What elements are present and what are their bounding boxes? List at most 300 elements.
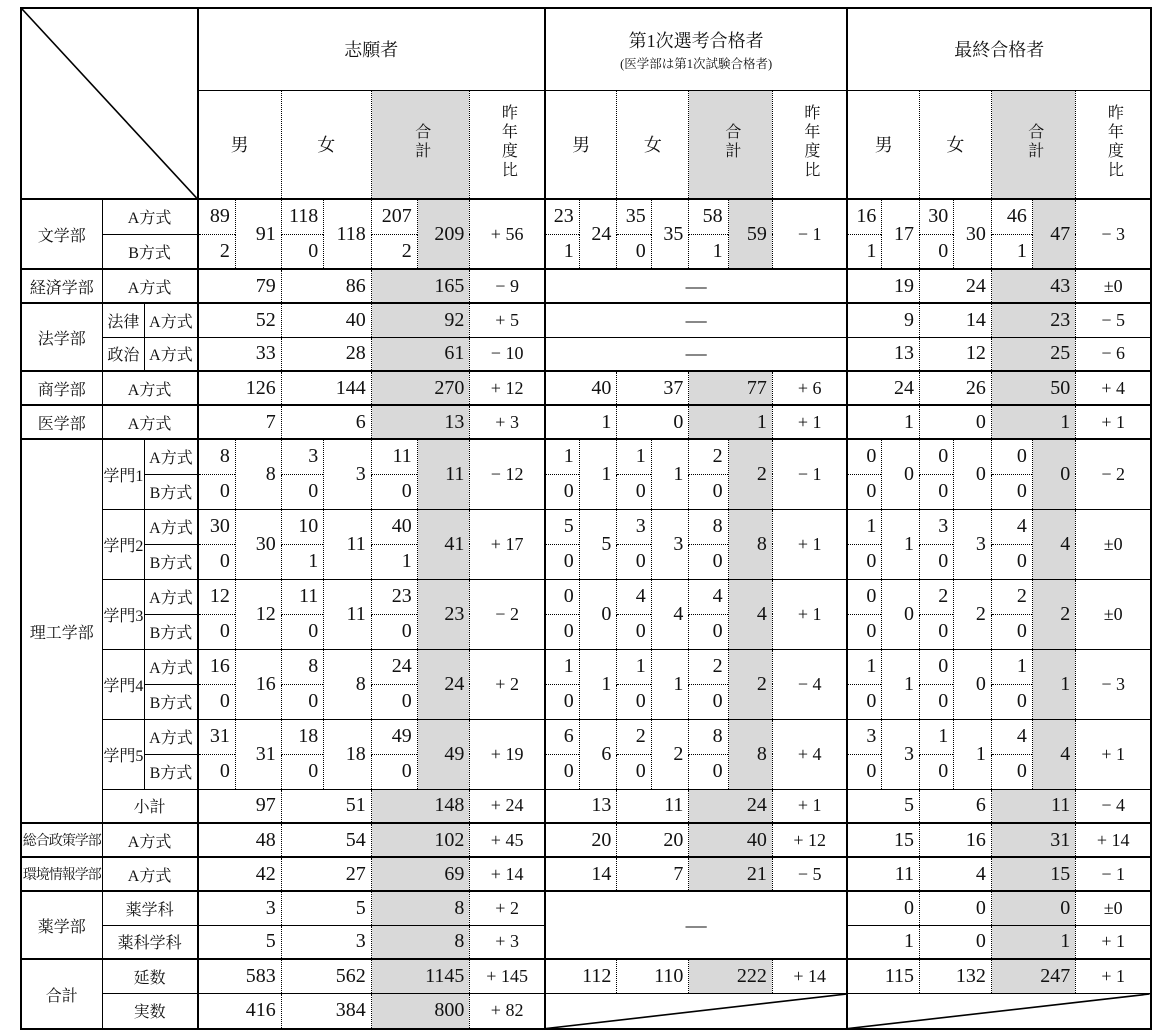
yoy-cell: + 145 bbox=[470, 959, 545, 993]
value-cell: 97 bbox=[198, 789, 282, 823]
total-cell: 59 bbox=[728, 199, 772, 269]
total-cell: 69 bbox=[371, 857, 470, 891]
value-cell: 17 bbox=[882, 199, 920, 269]
value-cell: 40 bbox=[281, 303, 371, 337]
value-cell: 0 bbox=[689, 614, 728, 649]
yoy-cell: + 3 bbox=[470, 405, 545, 439]
yoy-cell: + 2 bbox=[470, 891, 545, 925]
value-cell: 1 bbox=[689, 234, 728, 269]
value-cell: 7 bbox=[198, 405, 282, 439]
total-cell: 25 bbox=[991, 337, 1075, 371]
yoy-cell: + 14 bbox=[1076, 823, 1151, 857]
value-cell: 52 bbox=[198, 303, 282, 337]
value-cell: 0 bbox=[919, 925, 991, 959]
value-cell: 3 bbox=[651, 509, 689, 579]
value-cell: 0 bbox=[198, 614, 236, 649]
value-cell: 20 bbox=[617, 823, 689, 857]
value-cell: 18 bbox=[281, 719, 324, 754]
value-cell: 79 bbox=[198, 269, 282, 303]
crossed-out-cell bbox=[847, 993, 1151, 1029]
value-cell: 0 bbox=[371, 684, 417, 719]
value-cell: 26 bbox=[919, 371, 991, 405]
yoy-cell: + 1 bbox=[772, 579, 847, 649]
value-cell: 54 bbox=[281, 823, 371, 857]
value-cell: 31 bbox=[235, 719, 281, 789]
total-cell: 11 bbox=[991, 789, 1075, 823]
method-label: B方式 bbox=[102, 234, 198, 269]
crossed-out-cell bbox=[545, 993, 848, 1029]
value-cell: 16 bbox=[919, 823, 991, 857]
value-cell: 1 bbox=[847, 925, 919, 959]
value-cell: 12 bbox=[919, 337, 991, 371]
faculty-label: 法学部 bbox=[21, 303, 102, 371]
value-cell: 48 bbox=[198, 823, 282, 857]
value-cell: 0 bbox=[919, 649, 953, 684]
total-cell: 4 bbox=[728, 579, 772, 649]
value-cell: 0 bbox=[919, 614, 953, 649]
value-cell: 24 bbox=[847, 371, 919, 405]
value-cell: 0 bbox=[919, 544, 953, 579]
value-cell: 0 bbox=[617, 614, 651, 649]
col-group-applicants-label: 志願者 bbox=[344, 40, 399, 61]
value-cell: 27 bbox=[281, 857, 371, 891]
yoy-cell: + 5 bbox=[470, 303, 545, 337]
total-cell: 4 bbox=[1032, 719, 1075, 789]
value-cell: 12 bbox=[235, 579, 281, 649]
value-cell: 0 bbox=[545, 544, 579, 579]
value-cell: 1 bbox=[651, 439, 689, 509]
value-cell: 0 bbox=[281, 684, 324, 719]
value-cell: 0 bbox=[991, 684, 1032, 719]
total-cell: 15 bbox=[991, 857, 1075, 891]
value-cell: 0 bbox=[617, 684, 651, 719]
value-cell: 0 bbox=[882, 439, 920, 509]
method-label: A方式 bbox=[102, 823, 198, 857]
yoy-cell: + 14 bbox=[772, 959, 847, 993]
yoy-cell: + 6 bbox=[772, 371, 847, 405]
value-cell: 0 bbox=[198, 474, 236, 509]
value-cell: 4 bbox=[991, 509, 1032, 544]
col-header-total-label: 合計 bbox=[412, 122, 430, 161]
method-label: B方式 bbox=[145, 684, 198, 719]
value-cell: 0 bbox=[991, 614, 1032, 649]
value-cell: 30 bbox=[198, 509, 236, 544]
value-cell: 118 bbox=[281, 199, 324, 234]
value-cell: 110 bbox=[617, 959, 689, 993]
yoy-cell: − 3 bbox=[1076, 649, 1151, 719]
value-cell: 11 bbox=[324, 579, 372, 649]
yoy-cell: + 24 bbox=[470, 789, 545, 823]
dept-label: 学門2 bbox=[102, 509, 145, 579]
value-cell: 0 bbox=[919, 474, 953, 509]
value-cell: 6 bbox=[919, 789, 991, 823]
col-header-yoy-label: 昨年度比 bbox=[1105, 103, 1123, 180]
value-cell: 9 bbox=[847, 303, 919, 337]
total-cell: 0 bbox=[991, 891, 1075, 925]
total-cell: 24 bbox=[689, 789, 773, 823]
total-cell: 11 bbox=[417, 439, 470, 509]
value-cell: 0 bbox=[545, 614, 579, 649]
total-cell: 165 bbox=[371, 269, 470, 303]
col-header-yoy bbox=[1076, 90, 1151, 199]
value-cell: 14 bbox=[919, 303, 991, 337]
value-cell: 1 bbox=[651, 649, 689, 719]
value-cell: 6 bbox=[545, 719, 579, 754]
value-cell: 11 bbox=[617, 789, 689, 823]
yoy-cell: − 6 bbox=[1076, 337, 1151, 371]
value-cell: 7 bbox=[617, 857, 689, 891]
yoy-cell: + 4 bbox=[772, 719, 847, 789]
value-cell: 132 bbox=[919, 959, 991, 993]
method-label: A方式 bbox=[145, 719, 198, 754]
col-group-first-selection bbox=[545, 8, 848, 90]
yoy-cell: − 4 bbox=[772, 649, 847, 719]
value-cell: 1 bbox=[579, 439, 617, 509]
method-label: A方式 bbox=[145, 337, 198, 371]
dept-label: 法律 bbox=[102, 303, 145, 337]
col-header-yoy bbox=[470, 90, 545, 199]
total-cell: 41 bbox=[417, 509, 470, 579]
total-cell: 8 bbox=[728, 509, 772, 579]
value-cell: 30 bbox=[954, 199, 992, 269]
value-cell: 3 bbox=[954, 509, 992, 579]
value-cell: 112 bbox=[545, 959, 617, 993]
value-cell: 35 bbox=[651, 199, 689, 269]
method-label: A方式 bbox=[102, 199, 198, 234]
value-cell: 8 bbox=[281, 649, 324, 684]
value-cell: 91 bbox=[235, 199, 281, 269]
value-cell: 0 bbox=[919, 439, 953, 474]
diagonal-line bbox=[848, 994, 1150, 1029]
faculty-label: 総合政策学部 bbox=[21, 823, 102, 857]
total-cell: 50 bbox=[991, 371, 1075, 405]
method-label: A方式 bbox=[145, 439, 198, 474]
value-cell: 0 bbox=[689, 474, 728, 509]
value-cell: 10 bbox=[281, 509, 324, 544]
value-cell: 0 bbox=[617, 754, 651, 789]
yoy-cell: + 1 bbox=[1076, 959, 1151, 993]
value-cell: 20 bbox=[545, 823, 617, 857]
total-cell: 2 bbox=[728, 439, 772, 509]
value-cell: 3 bbox=[882, 719, 920, 789]
value-cell: 0 bbox=[281, 234, 324, 269]
col-header-yoy-label: 昨年度比 bbox=[499, 103, 517, 180]
value-cell: 89 bbox=[198, 199, 236, 234]
total-cell: 102 bbox=[371, 823, 470, 857]
value-cell: 40 bbox=[371, 509, 417, 544]
faculty-label: 医学部 bbox=[21, 405, 102, 439]
value-cell: 2 bbox=[689, 649, 728, 684]
value-cell: 0 bbox=[371, 754, 417, 789]
value-cell: 0 bbox=[689, 754, 728, 789]
value-cell: 2 bbox=[954, 579, 992, 649]
value-cell: 0 bbox=[198, 684, 236, 719]
value-cell: 4 bbox=[919, 857, 991, 891]
value-cell: 46 bbox=[991, 199, 1032, 234]
value-cell: 49 bbox=[371, 719, 417, 754]
value-cell: 144 bbox=[281, 371, 371, 405]
value-cell: 0 bbox=[689, 684, 728, 719]
value-cell: 19 bbox=[847, 269, 919, 303]
value-cell: 8 bbox=[235, 439, 281, 509]
total-cell: 1 bbox=[689, 405, 773, 439]
value-cell: 8 bbox=[324, 649, 372, 719]
total-cell: 247 bbox=[991, 959, 1075, 993]
total-cell: 8 bbox=[728, 719, 772, 789]
no-data-dash: — bbox=[545, 337, 848, 371]
value-cell: 3 bbox=[281, 439, 324, 474]
value-cell: 4 bbox=[617, 579, 651, 614]
value-cell: 0 bbox=[617, 474, 651, 509]
value-cell: 8 bbox=[689, 719, 728, 754]
faculty-label: 文学部 bbox=[21, 199, 102, 269]
col-header-total-label: 合計 bbox=[722, 122, 740, 161]
value-cell: 12 bbox=[198, 579, 236, 614]
col-header-yoy bbox=[772, 90, 847, 199]
value-cell: 1 bbox=[617, 439, 651, 474]
yoy-cell: + 4 bbox=[1076, 371, 1151, 405]
method-label: A方式 bbox=[145, 649, 198, 684]
value-cell: 1 bbox=[545, 405, 617, 439]
value-cell: 0 bbox=[281, 474, 324, 509]
value-cell: 2 bbox=[919, 579, 953, 614]
total-type-label: 実数 bbox=[102, 993, 198, 1029]
col-group-final-pass-label: 最終合格者 bbox=[954, 40, 1045, 61]
col-header-total bbox=[689, 90, 773, 199]
value-cell: 33 bbox=[198, 337, 282, 371]
value-cell: 1 bbox=[991, 649, 1032, 684]
value-cell: 35 bbox=[617, 199, 651, 234]
yoy-cell: + 1 bbox=[772, 509, 847, 579]
value-cell: 14 bbox=[545, 857, 617, 891]
value-cell: 0 bbox=[579, 579, 617, 649]
diagonal-line bbox=[22, 9, 197, 198]
method-label: A方式 bbox=[145, 579, 198, 614]
no-data-dash: — bbox=[545, 269, 848, 303]
value-cell: 0 bbox=[545, 754, 579, 789]
value-cell: 8 bbox=[198, 439, 236, 474]
value-cell: 0 bbox=[617, 234, 651, 269]
value-cell: 28 bbox=[281, 337, 371, 371]
value-cell: 0 bbox=[545, 579, 579, 614]
value-cell: 1 bbox=[617, 649, 651, 684]
yoy-cell: + 45 bbox=[470, 823, 545, 857]
value-cell: 1 bbox=[847, 405, 919, 439]
col-header-total-label: 合計 bbox=[1025, 122, 1043, 161]
value-cell: 11 bbox=[847, 857, 919, 891]
value-cell: 2 bbox=[371, 234, 417, 269]
value-cell: 0 bbox=[954, 439, 992, 509]
faculty-label: 経済学部 bbox=[21, 269, 102, 303]
total-cell: 1145 bbox=[371, 959, 470, 993]
total-cell: 31 bbox=[991, 823, 1075, 857]
value-cell: 1 bbox=[991, 234, 1032, 269]
total-cell: 1 bbox=[1032, 649, 1075, 719]
total-cell: 49 bbox=[417, 719, 470, 789]
method-label: A方式 bbox=[145, 509, 198, 544]
value-cell: 86 bbox=[281, 269, 371, 303]
value-cell: 3 bbox=[324, 439, 372, 509]
value-cell: 0 bbox=[954, 649, 992, 719]
value-cell: 0 bbox=[847, 544, 881, 579]
yoy-cell: ±0 bbox=[1076, 891, 1151, 925]
total-cell: 40 bbox=[689, 823, 773, 857]
total-cell: 2 bbox=[1032, 579, 1075, 649]
total-cell: 270 bbox=[371, 371, 470, 405]
value-cell: 1 bbox=[882, 649, 920, 719]
value-cell: 0 bbox=[847, 579, 881, 614]
yoy-cell: − 2 bbox=[1076, 439, 1151, 509]
value-cell: 1 bbox=[882, 509, 920, 579]
value-cell: 0 bbox=[617, 405, 689, 439]
value-cell: 1 bbox=[954, 719, 992, 789]
yoy-cell: + 12 bbox=[772, 823, 847, 857]
yoy-cell: − 5 bbox=[772, 857, 847, 891]
subtotal-label: 小計 bbox=[102, 789, 198, 823]
value-cell: 0 bbox=[919, 891, 991, 925]
dept-label: 政治 bbox=[102, 337, 145, 371]
value-cell: 2 bbox=[198, 234, 236, 269]
value-cell: 0 bbox=[991, 544, 1032, 579]
value-cell: 15 bbox=[847, 823, 919, 857]
yoy-cell: + 1 bbox=[772, 405, 847, 439]
value-cell: 1 bbox=[545, 439, 579, 474]
total-cell: 2 bbox=[728, 649, 772, 719]
no-data-dash: — bbox=[545, 303, 848, 337]
value-cell: 3 bbox=[198, 891, 282, 925]
col-header-total bbox=[991, 90, 1075, 199]
total-cell: 24 bbox=[417, 649, 470, 719]
value-cell: 24 bbox=[371, 649, 417, 684]
value-cell: 583 bbox=[198, 959, 282, 993]
value-cell: 51 bbox=[281, 789, 371, 823]
value-cell: 5 bbox=[198, 925, 282, 959]
yoy-cell: + 1 bbox=[1076, 405, 1151, 439]
value-cell: 5 bbox=[847, 789, 919, 823]
value-cell: 30 bbox=[919, 199, 953, 234]
value-cell: 16 bbox=[198, 649, 236, 684]
value-cell: 562 bbox=[281, 959, 371, 993]
value-cell: 0 bbox=[281, 754, 324, 789]
value-cell: 2 bbox=[689, 439, 728, 474]
value-cell: 23 bbox=[545, 199, 579, 234]
value-cell: 0 bbox=[919, 405, 991, 439]
yoy-cell: − 10 bbox=[470, 337, 545, 371]
total-cell: 8 bbox=[371, 891, 470, 925]
value-cell: 1 bbox=[847, 234, 881, 269]
value-cell: 1 bbox=[545, 234, 579, 269]
value-cell: 23 bbox=[371, 579, 417, 614]
total-cell: 61 bbox=[371, 337, 470, 371]
total-cell: 8 bbox=[371, 925, 470, 959]
value-cell: 3 bbox=[617, 509, 651, 544]
method-label: A方式 bbox=[102, 405, 198, 439]
value-cell: 3 bbox=[847, 719, 881, 754]
value-cell: 0 bbox=[371, 474, 417, 509]
method-label: B方式 bbox=[145, 544, 198, 579]
value-cell: 1 bbox=[579, 649, 617, 719]
value-cell: 2 bbox=[617, 719, 651, 754]
faculty-label: 理工学部 bbox=[21, 439, 102, 823]
value-cell: 0 bbox=[991, 754, 1032, 789]
value-cell: 0 bbox=[991, 439, 1032, 474]
value-cell: 37 bbox=[617, 371, 689, 405]
value-cell: 0 bbox=[847, 439, 881, 474]
value-cell: 0 bbox=[847, 474, 881, 509]
value-cell: 4 bbox=[689, 579, 728, 614]
value-cell: 1 bbox=[545, 649, 579, 684]
value-cell: 118 bbox=[324, 199, 372, 269]
admissions-results-table bbox=[20, 7, 1152, 1030]
total-cell: 1 bbox=[991, 405, 1075, 439]
value-cell: 0 bbox=[919, 684, 953, 719]
value-cell: 0 bbox=[847, 684, 881, 719]
total-cell: 92 bbox=[371, 303, 470, 337]
method-label: A方式 bbox=[102, 857, 198, 891]
col-header-total bbox=[371, 90, 470, 199]
method-label: B方式 bbox=[145, 754, 198, 789]
col-header-female: 女 bbox=[617, 90, 689, 199]
value-cell: 384 bbox=[281, 993, 371, 1029]
value-cell: 6 bbox=[281, 405, 371, 439]
method-label: B方式 bbox=[145, 474, 198, 509]
yoy-cell: + 19 bbox=[470, 719, 545, 789]
value-cell: 6 bbox=[579, 719, 617, 789]
yoy-cell: − 12 bbox=[470, 439, 545, 509]
value-cell: 40 bbox=[545, 371, 617, 405]
value-cell: 0 bbox=[617, 544, 651, 579]
yoy-cell: + 17 bbox=[470, 509, 545, 579]
value-cell: 1 bbox=[919, 719, 953, 754]
value-cell: 0 bbox=[882, 579, 920, 649]
yoy-cell: ±0 bbox=[1076, 509, 1151, 579]
value-cell: 0 bbox=[689, 544, 728, 579]
value-cell: 58 bbox=[689, 199, 728, 234]
method-label: A方式 bbox=[102, 269, 198, 303]
total-cell: 0 bbox=[1032, 439, 1075, 509]
value-cell: 0 bbox=[198, 754, 236, 789]
value-cell: 0 bbox=[371, 614, 417, 649]
yoy-cell: + 82 bbox=[470, 993, 545, 1029]
total-cell: 209 bbox=[417, 199, 470, 269]
value-cell: 0 bbox=[545, 684, 579, 719]
yoy-cell: − 1 bbox=[772, 199, 847, 269]
yoy-cell: − 5 bbox=[1076, 303, 1151, 337]
value-cell: 1 bbox=[847, 649, 881, 684]
value-cell: 11 bbox=[371, 439, 417, 474]
value-cell: 2 bbox=[991, 579, 1032, 614]
col-header-male: 男 bbox=[198, 90, 282, 199]
total-cell: 4 bbox=[1032, 509, 1075, 579]
col-group-first-selection-label: 第1次選考合格者 bbox=[628, 30, 764, 51]
value-cell: 18 bbox=[324, 719, 372, 789]
value-cell: 5 bbox=[281, 891, 371, 925]
col-group-first-selection-note: (医学部は第1次試験合格者) bbox=[620, 56, 773, 71]
no-data-dash: — bbox=[545, 891, 848, 959]
value-cell: 30 bbox=[235, 509, 281, 579]
yoy-cell: + 12 bbox=[470, 371, 545, 405]
faculty-label: 商学部 bbox=[21, 371, 102, 405]
yoy-cell: − 1 bbox=[772, 439, 847, 509]
value-cell: 4 bbox=[651, 579, 689, 649]
dept-label: 学門1 bbox=[102, 439, 145, 509]
corner-diagonal-cell bbox=[21, 8, 198, 199]
yoy-cell: ±0 bbox=[1076, 269, 1151, 303]
value-cell: 3 bbox=[919, 509, 953, 544]
value-cell: 0 bbox=[545, 474, 579, 509]
col-group-applicants bbox=[198, 8, 545, 90]
yoy-cell: − 9 bbox=[470, 269, 545, 303]
